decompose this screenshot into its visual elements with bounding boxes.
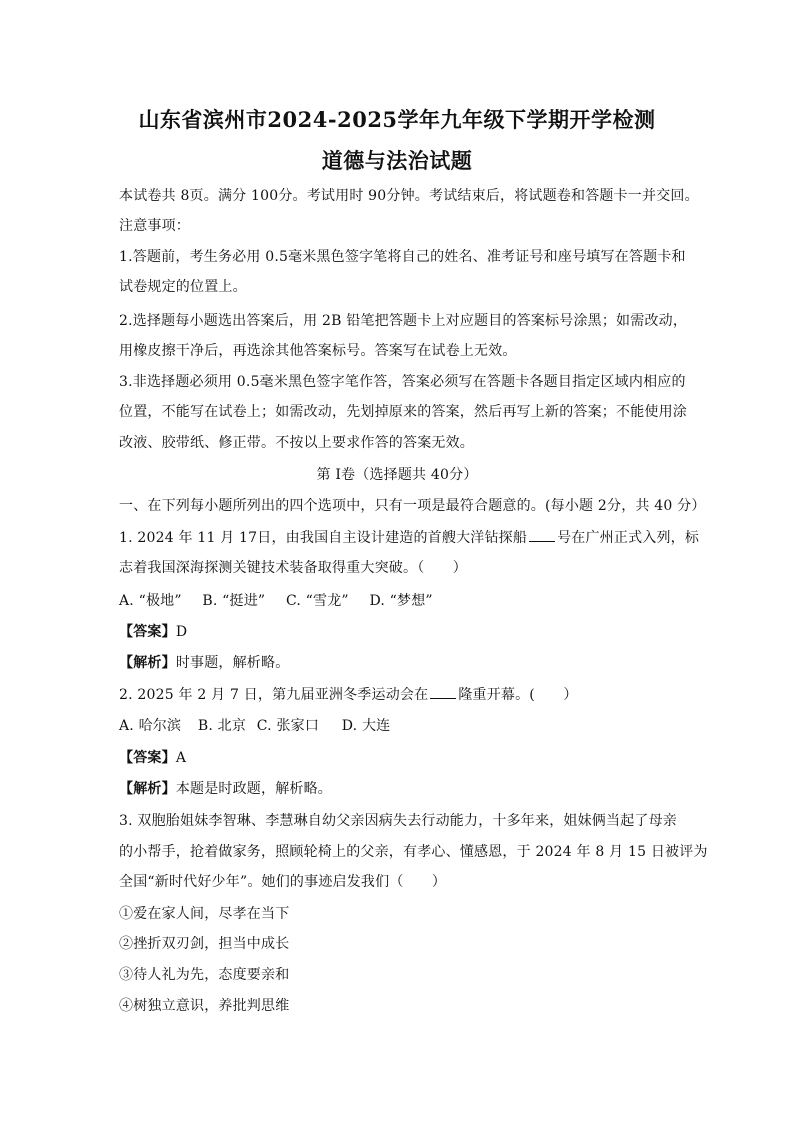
question-1-analysis: 【解析】时事题，解析略。 bbox=[119, 655, 290, 671]
note-line: 1.答题前，考生务必用 0.5毫米黑色签字笔将自己的姓名、准考证号和座号填写在答题卡和 bbox=[119, 249, 686, 265]
question-3-stem-cont: 全国“新时代好少年”。她们的事迹启发我们（ ） bbox=[119, 874, 447, 890]
exam-subject-title: 道德与法治试题 bbox=[321, 148, 473, 173]
intro-text: 本试卷共 8页。满分 100分。考试用时 90分钟。考试结束后，将试题卷和答题卡一并交回。 bbox=[119, 188, 699, 204]
question-3-item: ④树独立意识，养批判思维 bbox=[119, 998, 290, 1014]
note-line: 用橡皮擦干净后，再选涂其他答案标号。答案写在试卷上无效。 bbox=[119, 343, 517, 359]
question-1-answer: 【答案】D bbox=[119, 624, 188, 640]
question-2-options bbox=[119, 716, 689, 736]
section-instruction: 一、在下列每小题所列出的四个选项中，只有一项是最符合题意的。(每小题 2分，共 40 分） bbox=[119, 498, 706, 514]
option-b: B. “挺进” bbox=[202, 593, 266, 609]
question-2-answer: 【答案】A bbox=[119, 750, 187, 766]
question-1-stem: 1. 2024 年 11 月 17日，由我国自主设计建造的首艘大洋钻探船 号在广州正式入列，标 bbox=[119, 527, 689, 548]
question-3-stem-cont: 的小帮手，抢着做家务，照顾轮椅上的父亲，有孝心、懂感恩，于 2024 年 8 月 15 日被评为 bbox=[119, 844, 708, 860]
answer-blank bbox=[430, 684, 456, 699]
question-3-stem: 3. 双胞胎姐妹李智琳、李慧琳自幼父亲因病失去行动能力，十多年来，姐妹俩当起了母亲 bbox=[119, 813, 678, 829]
question-2-analysis: 【解析】本题是时政题，解析略。 bbox=[119, 781, 333, 797]
option-a: A. “极地” bbox=[119, 593, 182, 609]
section-heading: 第 I卷（选择题共 40分） bbox=[316, 467, 478, 483]
note-line: 3.非选择题必须用 0.5毫米黑色签字笔作答，答案必须写在答题卡各题目指定区域内相应的 bbox=[119, 374, 686, 390]
note-line: 位置，不能写在试卷上；如需改动，先划掉原来的答案，然后再写上新的答案；不能使用涂 bbox=[119, 404, 687, 420]
exam-title: 山东省滨州市2024-2025学年九年级下学期开学检测 bbox=[138, 107, 656, 132]
note-line: 改液、胶带纸、修正带。不按以上要求作答的答案无效。 bbox=[119, 435, 474, 451]
option-d: D. 大连 bbox=[341, 718, 391, 734]
question-1-stem-cont: 志着我国深海探测关键技术装备取得重大突破。（ ） bbox=[119, 560, 467, 576]
option-c: C. 张家口 bbox=[256, 718, 320, 734]
question-3-item: ①爱在家人间，尽孝在当下 bbox=[119, 906, 290, 922]
question-1-options bbox=[119, 591, 689, 611]
question-3-item: ②挫折双刃剑，担当中成长 bbox=[119, 936, 290, 952]
question-2-stem: 2. 2025 年 2 月 7 日，第九届亚洲冬季运动会在 隆重开幕。( ） bbox=[119, 684, 689, 705]
note-line: 试卷规定的位置上。 bbox=[119, 279, 247, 295]
question-3-item: ③待人礼为先，态度要亲和 bbox=[119, 967, 290, 983]
note-line: 2.选择题每小题选出答案后，用 2B 铅笔把答题卡上对应题目的答案标号涂黑；如需改动， bbox=[119, 313, 688, 329]
option-c: C. “雪龙” bbox=[285, 593, 349, 609]
option-a: A. 哈尔滨 bbox=[119, 718, 182, 734]
option-d: D. “梦想” bbox=[369, 593, 433, 609]
option-b: B. 北京 bbox=[197, 718, 247, 734]
answer-blank bbox=[529, 527, 555, 542]
notes-heading: 注意事项： bbox=[119, 218, 190, 234]
